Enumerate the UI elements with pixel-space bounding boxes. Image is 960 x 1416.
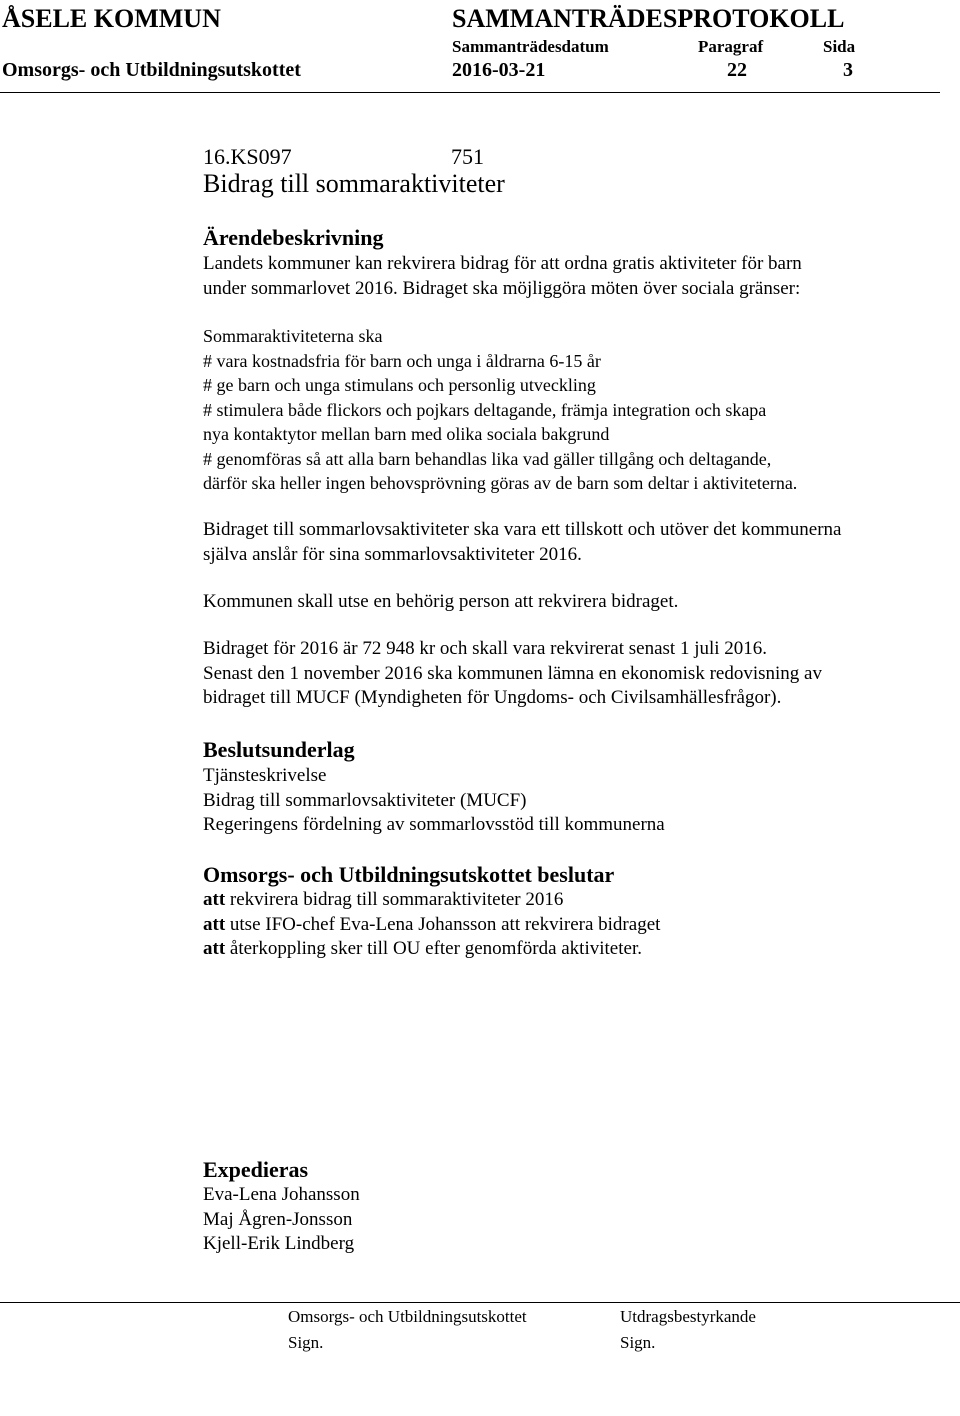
decision-item [203, 937, 660, 962]
description-paragraph-4 [203, 637, 822, 711]
decision-list [203, 888, 660, 962]
basis-list [203, 764, 665, 838]
footer-certifier: Utdragsbestyrkande [620, 1307, 756, 1326]
text-line: därför ska heller ingen behovsprövning göras av de barn som deltar i aktiviteterna. [203, 473, 798, 493]
footer-committee: Omsorgs- och Utbildningsutskottet [288, 1307, 527, 1326]
signature-label: Sign. [620, 1333, 656, 1352]
text-line: Senast den 1 november 2016 ska kommunen lämna en ekonomisk redovisning av [203, 662, 822, 684]
text-line: # ge barn och unga stimulans och personlig utveckling [203, 375, 596, 395]
text-line: Sommaraktiviteterna ska [203, 326, 383, 346]
decision-heading: Omsorgs- och Utbildningsutskottet beslutar [203, 862, 615, 887]
decision-item [203, 913, 660, 938]
dispatch-heading: Expedieras [203, 1157, 309, 1182]
text-line: Bidraget till sommarlovsaktiviteter ska vara ett tillskott och utöver det kommunerna [203, 519, 842, 540]
text-line: Landets kommuner kan rekvirera bidrag för att ordna gratis aktiviteter för barn [203, 253, 802, 274]
basis-item: Tjänsteskrivelse [203, 765, 327, 786]
decision-text: återkoppling sker till OU efter genomförda aktiviteter. [225, 938, 642, 959]
text-line: Bidraget för 2016 är 72 948 kr och skall vara rekvirerat senast 1 juli 2016. [203, 638, 768, 659]
header-divider [0, 92, 940, 93]
signature-label: Sign. [288, 1333, 324, 1352]
footer-committee-sign [288, 1304, 527, 1356]
basis-item: Bidrag till sommarlovsaktiviteter (MUCF) [203, 789, 527, 811]
text-line: själva anslår för sina sommarlovsaktiviteter 2016. [203, 543, 582, 565]
case-title: Bidrag till sommaraktiviteter [203, 169, 505, 198]
decision-keyword: att [203, 889, 226, 910]
text-line: # stimulera både flickors och pojkars deltagande, främja integration och skapa [203, 399, 767, 420]
text-line: # vara kostnadsfria för barn och unga i åldrarna 6-15 år [203, 350, 601, 371]
decision-keyword: att [203, 938, 226, 959]
paragraph-label: Paragraf [698, 37, 764, 56]
decision-text: utse IFO-chef Eva-Lena Johansson att rekvirera bidraget [225, 913, 661, 935]
meeting-date: 2016-03-21 [452, 59, 546, 81]
decision-text: rekvirera bidrag till sommaraktiviteter 2016 [225, 889, 564, 910]
recipient: Kjell-Erik Lindberg [203, 1233, 355, 1254]
case-number: 16.KS097 [203, 144, 292, 169]
page-number: 3 [843, 59, 853, 81]
recipient: Maj Ågren-Jonsson [203, 1208, 353, 1230]
dispatch-list [203, 1183, 360, 1257]
description-heading: Ärendebeskrivning [203, 225, 384, 250]
case-diary-number: 751 [451, 144, 484, 169]
text-line: bidraget till MUCF (Myndigheten för Ungdoms- och Civilsamhällesfrågor). [203, 687, 782, 708]
description-paragraph-3: Kommunen skall utse en behörig person att rekvirera bidraget. [203, 591, 679, 612]
header-committee: Omsorgs- och Utbildningsutskottet [2, 59, 301, 81]
paragraph-number: 22 [727, 59, 747, 81]
description-paragraph-2 [203, 518, 841, 567]
text-line: under sommarlovet 2016. Bidraget ska möjliggöra möten över sociala gränser: [203, 277, 801, 299]
text-line: nya kontaktytor mellan barn med olika sociala bakgrund [203, 424, 610, 444]
basis-heading: Beslutsunderlag [203, 737, 355, 762]
decision-keyword: att [203, 913, 226, 935]
decision-item [203, 888, 660, 913]
recipient: Eva-Lena Johansson [203, 1184, 360, 1205]
page-label: Sida [823, 37, 856, 56]
footer-divider [0, 1302, 960, 1303]
document-type: SAMMANTRÄDESPROTOKOLL [452, 4, 845, 33]
text-line: # genomföras så att alla barn behandlas lika vad gäller tillgång och deltagande, [203, 448, 772, 469]
basis-item: Regeringens fördelning av sommarlovsstöd till kommunerna [203, 814, 665, 835]
organization-name: ÅSELE KOMMUN [2, 4, 221, 33]
activity-requirements [203, 324, 797, 496]
footer-certification [620, 1304, 756, 1356]
date-label: Sammanträdesdatum [452, 37, 609, 56]
description-intro [203, 252, 802, 301]
